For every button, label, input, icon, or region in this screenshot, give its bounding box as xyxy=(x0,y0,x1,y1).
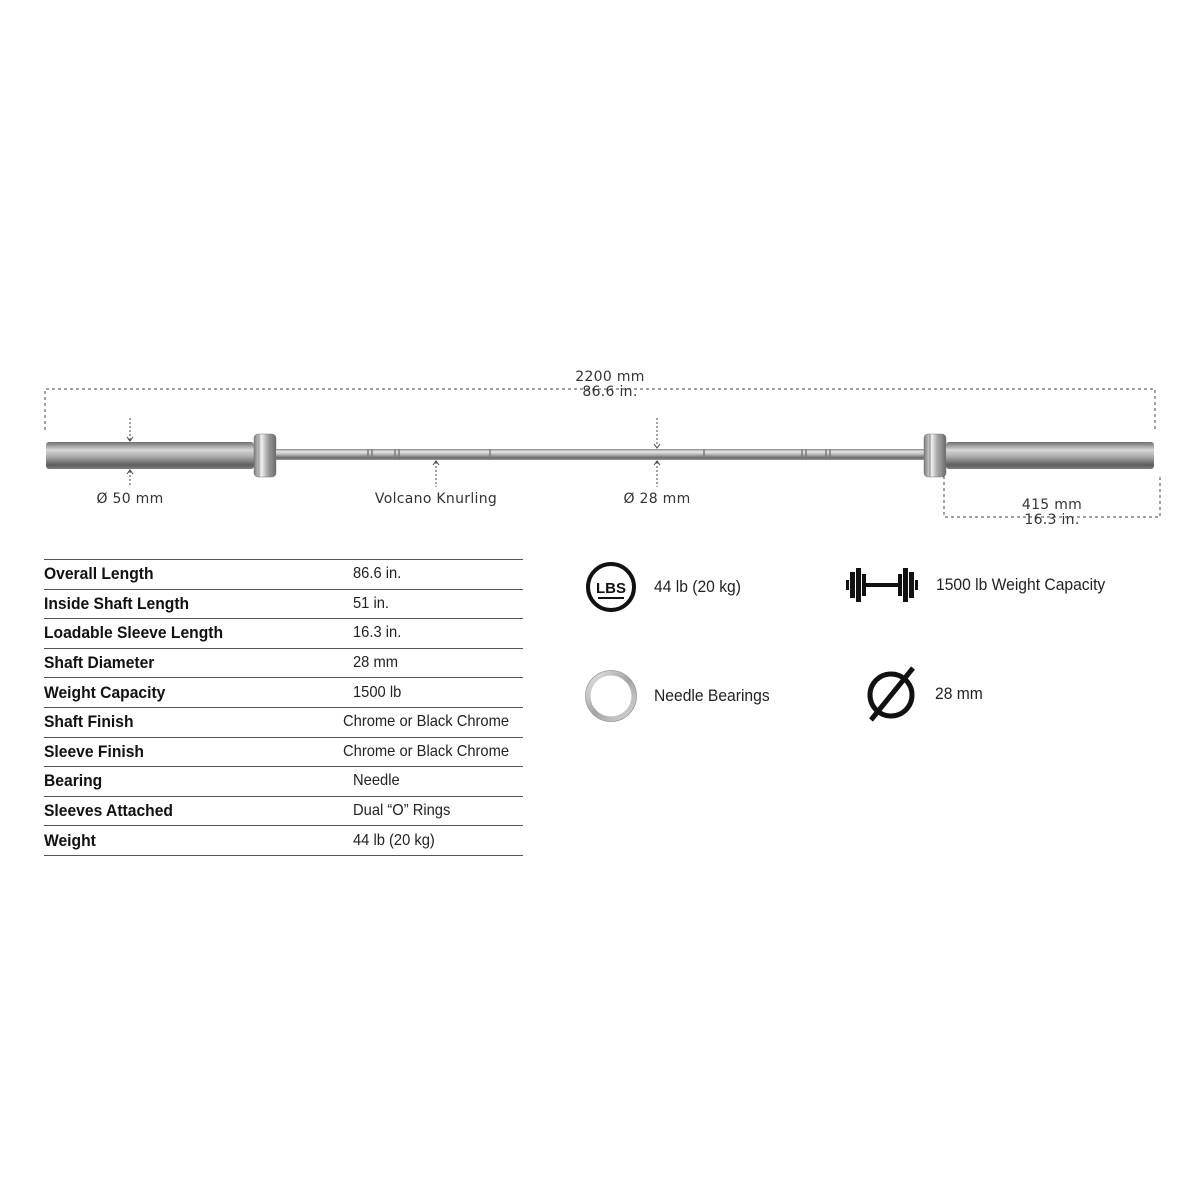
overall-length-label xyxy=(550,370,670,400)
left-collar xyxy=(254,434,276,477)
sleeve-length-label xyxy=(992,498,1112,528)
spec-label: Shaft Diameter xyxy=(44,653,155,673)
spec-label: Weight xyxy=(44,830,96,850)
feature-bearings xyxy=(583,668,780,724)
spec-table xyxy=(44,559,523,856)
spec-value: 86.6 in. xyxy=(353,565,402,583)
spec-value: Chrome or Black Chrome xyxy=(342,713,509,731)
table-row xyxy=(44,678,523,708)
table-row xyxy=(44,767,523,797)
left-sleeve xyxy=(46,442,254,469)
spec-label: Bearing xyxy=(44,771,103,791)
feature-capacity xyxy=(846,565,1120,605)
ring-icon xyxy=(583,668,639,724)
table-row xyxy=(44,708,523,738)
spec-label: Weight Capacity xyxy=(44,682,166,702)
overall-length-mm: 2200 mm xyxy=(575,369,645,385)
spec-value: 51 in. xyxy=(353,594,390,612)
capacity-feature-label: 1500 lb Weight Capacity xyxy=(936,575,1106,594)
barbell-diagram xyxy=(0,0,1200,540)
diameter-feature-label: 28 mm xyxy=(935,684,983,703)
table-row xyxy=(44,619,523,649)
table-row xyxy=(44,797,523,827)
spec-value: 44 lb (20 kg) xyxy=(353,831,435,849)
spec-label: Inside Shaft Length xyxy=(44,593,190,613)
spec-label: Overall Length xyxy=(44,564,154,584)
spec-value: 1500 lb xyxy=(353,683,402,701)
shaft xyxy=(276,449,924,460)
lbs-badge-icon xyxy=(583,561,639,613)
spec-label: Sleeves Attached xyxy=(44,801,173,821)
sleeve-length-mm: 415 mm xyxy=(1021,497,1083,513)
lbs-badge-text: LBS xyxy=(596,580,626,597)
spec-label: Sleeve Finish xyxy=(44,741,144,761)
knurling-label: Volcano Knurling xyxy=(374,491,498,507)
table-row xyxy=(44,826,523,856)
feature-weight xyxy=(583,561,749,613)
spec-value: Needle xyxy=(353,772,400,790)
shaft-diameter-label: Ø 28 mm xyxy=(623,491,691,507)
spec-label: Shaft Finish xyxy=(44,712,134,732)
table-row xyxy=(44,590,523,620)
right-sleeve xyxy=(946,442,1154,469)
sleeve-length-in: 16.3 in. xyxy=(1024,512,1080,528)
barbell-icon xyxy=(846,565,918,605)
table-row xyxy=(44,738,523,768)
spec-value: Chrome or Black Chrome xyxy=(342,742,509,760)
overall-length-in: 86.6 in. xyxy=(582,384,638,400)
table-row xyxy=(44,560,523,590)
feature-diameter xyxy=(863,664,987,724)
right-collar xyxy=(924,434,946,477)
sleeve-diameter-label: Ø 50 mm xyxy=(96,491,164,507)
bearings-feature-label: Needle Bearings xyxy=(654,686,770,705)
table-row xyxy=(44,649,523,679)
spec-label: Loadable Sleeve Length xyxy=(44,623,224,643)
diameter-icon xyxy=(863,664,923,724)
spec-value: Dual “O” Rings xyxy=(353,802,451,820)
spec-value: 16.3 in. xyxy=(353,624,402,642)
spec-value: 28 mm xyxy=(353,654,398,672)
weight-feature-label: 44 lb (20 kg) xyxy=(654,577,741,596)
